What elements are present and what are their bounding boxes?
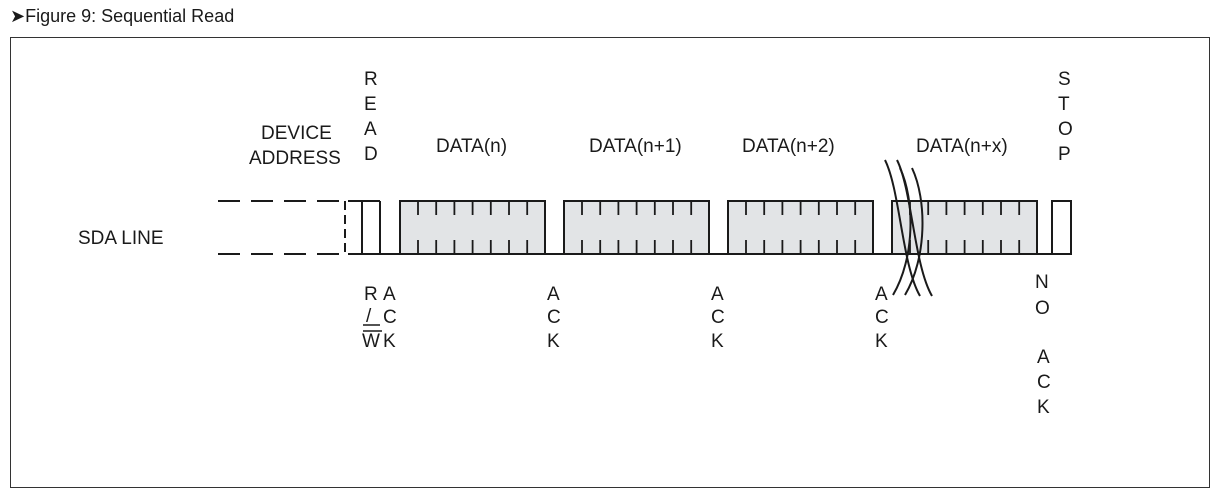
ack-3-letter-k: K bbox=[875, 331, 888, 352]
no-ack-letter-k: K bbox=[1037, 397, 1050, 418]
stop-letter-p: P bbox=[1058, 144, 1071, 165]
ack-first-letter-k: K bbox=[383, 331, 396, 352]
read-letter-e: E bbox=[364, 94, 377, 115]
ack-2-letter-c: C bbox=[711, 307, 725, 328]
no-ack-letter-n: N bbox=[1035, 272, 1049, 293]
ack-3-letter-c: C bbox=[875, 307, 889, 328]
data-blocks bbox=[400, 201, 1037, 254]
ack-2-letter-k: K bbox=[711, 331, 724, 352]
data-label-n: DATA(n) bbox=[436, 136, 508, 157]
rw-letter-slash: / bbox=[366, 306, 372, 327]
sda-line-label: SDA LINE bbox=[78, 228, 164, 249]
ack-3-letter-a: A bbox=[875, 284, 888, 305]
data-label-nx: DATA(n+x) bbox=[916, 136, 1008, 157]
read-letter-r: R bbox=[364, 69, 378, 90]
read-letter-d: D bbox=[364, 144, 378, 165]
stop-letter-s: S bbox=[1058, 69, 1071, 90]
rw-letter-r: R bbox=[364, 284, 378, 305]
device-address-label-1: DEVICE bbox=[261, 123, 332, 144]
data-block-2 bbox=[728, 201, 873, 254]
device-address-label-2: ADDRESS bbox=[249, 148, 341, 169]
ack-1-letter-c: C bbox=[547, 307, 561, 328]
data-block-1 bbox=[564, 201, 709, 254]
ack-first-letter-a: A bbox=[383, 284, 396, 305]
read-letter-a: A bbox=[364, 119, 377, 140]
ack-2-letter-a: A bbox=[711, 284, 724, 305]
data-block-0 bbox=[400, 201, 545, 254]
stop-letter-o: O bbox=[1058, 119, 1073, 140]
ack-1-letter-a: A bbox=[547, 284, 560, 305]
ack-first-letter-c: C bbox=[383, 307, 397, 328]
data-label-n1: DATA(n+1) bbox=[589, 136, 682, 157]
data-label-n2: DATA(n+2) bbox=[742, 136, 835, 157]
no-ack-letter-c: C bbox=[1037, 372, 1051, 393]
rw-letter-w: W bbox=[362, 331, 380, 352]
rw-bit-box bbox=[348, 201, 380, 254]
no-ack-letter-a: A bbox=[1037, 347, 1050, 368]
dashed-start-lines bbox=[218, 201, 345, 254]
stop-letter-t: T bbox=[1058, 94, 1070, 115]
ack-1-letter-k: K bbox=[547, 331, 560, 352]
no-ack-letter-o: O bbox=[1035, 298, 1050, 319]
stop-bit-box bbox=[1052, 201, 1071, 254]
figure-caption: ➤Figure 9: Sequential Read bbox=[10, 6, 235, 26]
